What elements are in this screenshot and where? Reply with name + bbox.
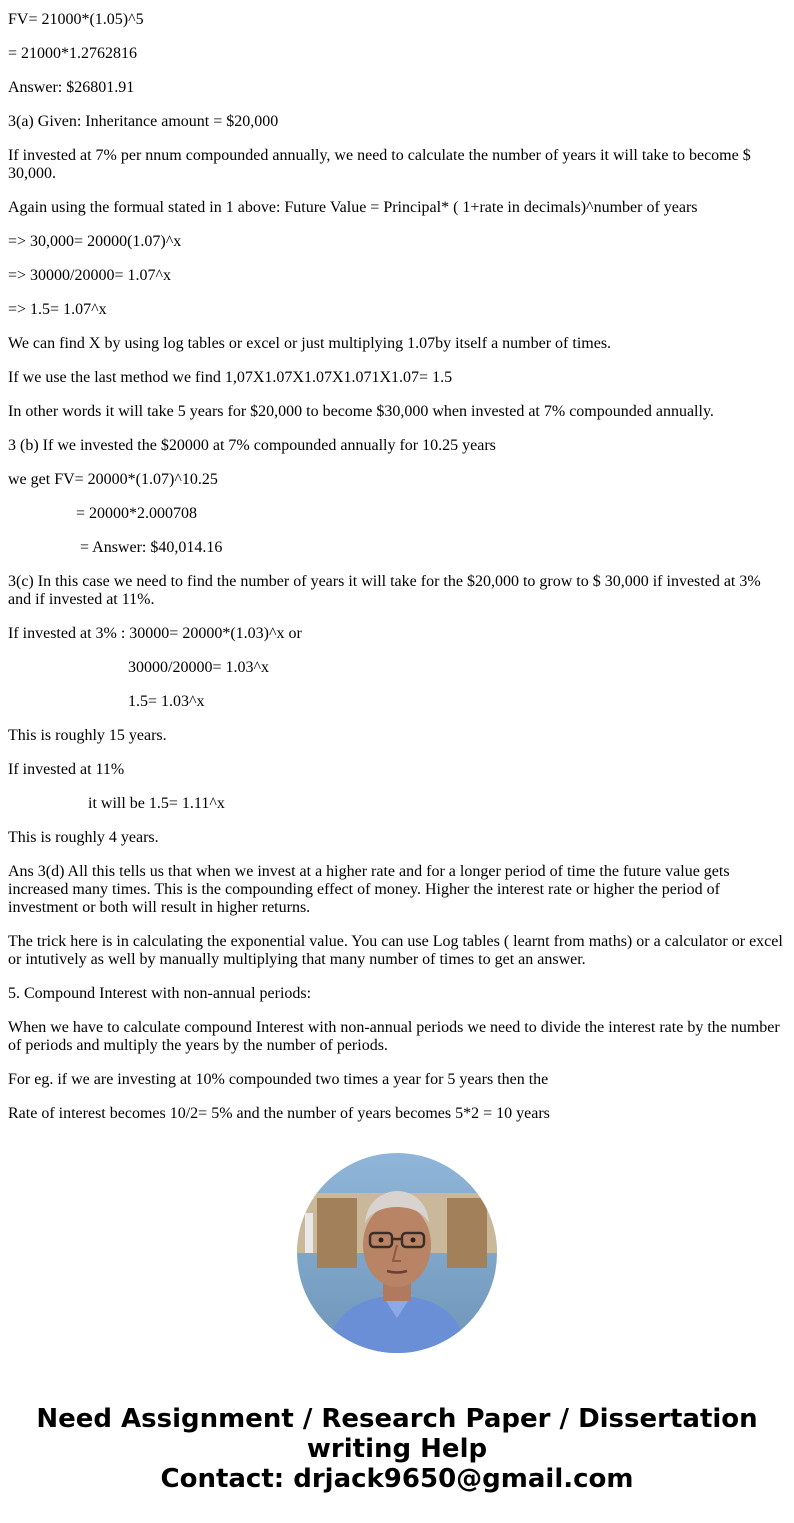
paragraph-non-annual-explanation: When we have to calculate compound Interest with non-annual periods we need to divide the interest rate by the number of periods and multiply the years by the number of periods. bbox=[8, 1019, 784, 1054]
paragraph-equation-3: => 1.5= 1.07^x bbox=[8, 301, 107, 318]
paragraph-answer: Answer: $26801.91 bbox=[8, 79, 135, 96]
paragraph-formula-reference: Again using the formual stated in 1 above: Future Value = Principal* ( 1+rate in decimals)^number of years bbox=[8, 199, 698, 216]
paragraph-rate-of-interest: Rate of interest becomes 10/2= 5% and the number of years becomes 5*2 = 10 years bbox=[8, 1105, 550, 1122]
footer-line-assignment: Need Assignment / Research Paper / Dissertation bbox=[36, 1404, 758, 1434]
paragraph-roughly-15-years: This is roughly 15 years. bbox=[8, 727, 167, 744]
footer-line-contact: Contact: drjack9650@gmail.com bbox=[160, 1464, 634, 1494]
paragraph-conclusion-3a: In other words it will take 5 years for $20,000 to become $30,000 when invested at 7% compounded annually. bbox=[8, 403, 714, 420]
paragraph-equation-2: => 30000/20000= 1.07^x bbox=[8, 267, 172, 284]
footer-promo bbox=[0, 1404, 794, 1494]
footer-line-writing-help: writing Help bbox=[306, 1434, 488, 1464]
paragraph-trick: The trick here is in calculating the exponential value. You can use Log tables ( learnt from maths) or a calculator or excel or intutively as well by manually multiplying that many number of times to get an answer. bbox=[8, 933, 787, 968]
paragraph-3b-question: 3 (b) If we invested the $20000 at 7% compounded annually for 10.25 years bbox=[8, 437, 496, 454]
paragraph-equation-1: => 30,000= 20000(1.07)^x bbox=[8, 233, 182, 250]
paragraph-last-method: If we use the last method we find 1,07X1.07X1.07X1.071X1.07= 1.5 bbox=[8, 369, 453, 386]
paragraph-fv-formula: FV= 21000*(1.05)^5 bbox=[8, 11, 144, 28]
paragraph-3b-product: = 20000*2.000708 bbox=[76, 505, 198, 522]
author-avatar bbox=[297, 1153, 497, 1353]
paragraph-3b-fv: we get FV= 20000*(1.07)^10.25 bbox=[8, 471, 218, 488]
paragraph-11-percent-equation: it will be 1.5= 1.11^x bbox=[88, 795, 225, 812]
paragraph-3c-question: 3(c) In this case we need to find the number of years it will take for the $20,000 to grow to $ 30,000 if invested at 3% and if invested at 11%. bbox=[8, 573, 765, 608]
paragraph-example: For eg. if we are investing at 10% compounded two times a year for 5 years then the bbox=[8, 1071, 549, 1088]
paragraph-3c-equation: 1.5= 1.03^x bbox=[128, 693, 205, 710]
paragraph-roughly-4-years: This is roughly 4 years. bbox=[8, 829, 159, 846]
paragraph-section-5-heading: 5. Compound Interest with non-annual periods: bbox=[8, 985, 312, 1002]
paragraph-3a-given: 3(a) Given: Inheritance amount = $20,000 bbox=[8, 113, 279, 130]
paragraph-3b-answer: = Answer: $40,014.16 bbox=[80, 539, 223, 556]
paragraph-find-x: We can find X by using log tables or excel or just multiplying 1.07by itself a number of times. bbox=[8, 335, 612, 352]
paragraph-at-11-percent: If invested at 11% bbox=[8, 761, 125, 778]
paragraph-3d-answer: Ans 3(d) All this tells us that when we invest at a higher rate and for a longer period of time the future value gets increased many times. This is the compounding effect of money. Higher the interest rate or higher the period of investment or both will result in higher returns. bbox=[8, 863, 734, 916]
paragraph-3a-question: If invested at 7% per nnum compounded annually, we need to calculate the number of years it will take to become $ 30,000. bbox=[8, 147, 755, 182]
paragraph-fv-product: = 21000*1.2762816 bbox=[8, 45, 138, 62]
author-portrait-image bbox=[297, 1153, 497, 1353]
paragraph-3c-at-3-percent: If invested at 3% : 30000= 20000*(1.03)^x or bbox=[8, 625, 302, 642]
paragraph-3c-ratio: 30000/20000= 1.03^x bbox=[128, 659, 269, 676]
